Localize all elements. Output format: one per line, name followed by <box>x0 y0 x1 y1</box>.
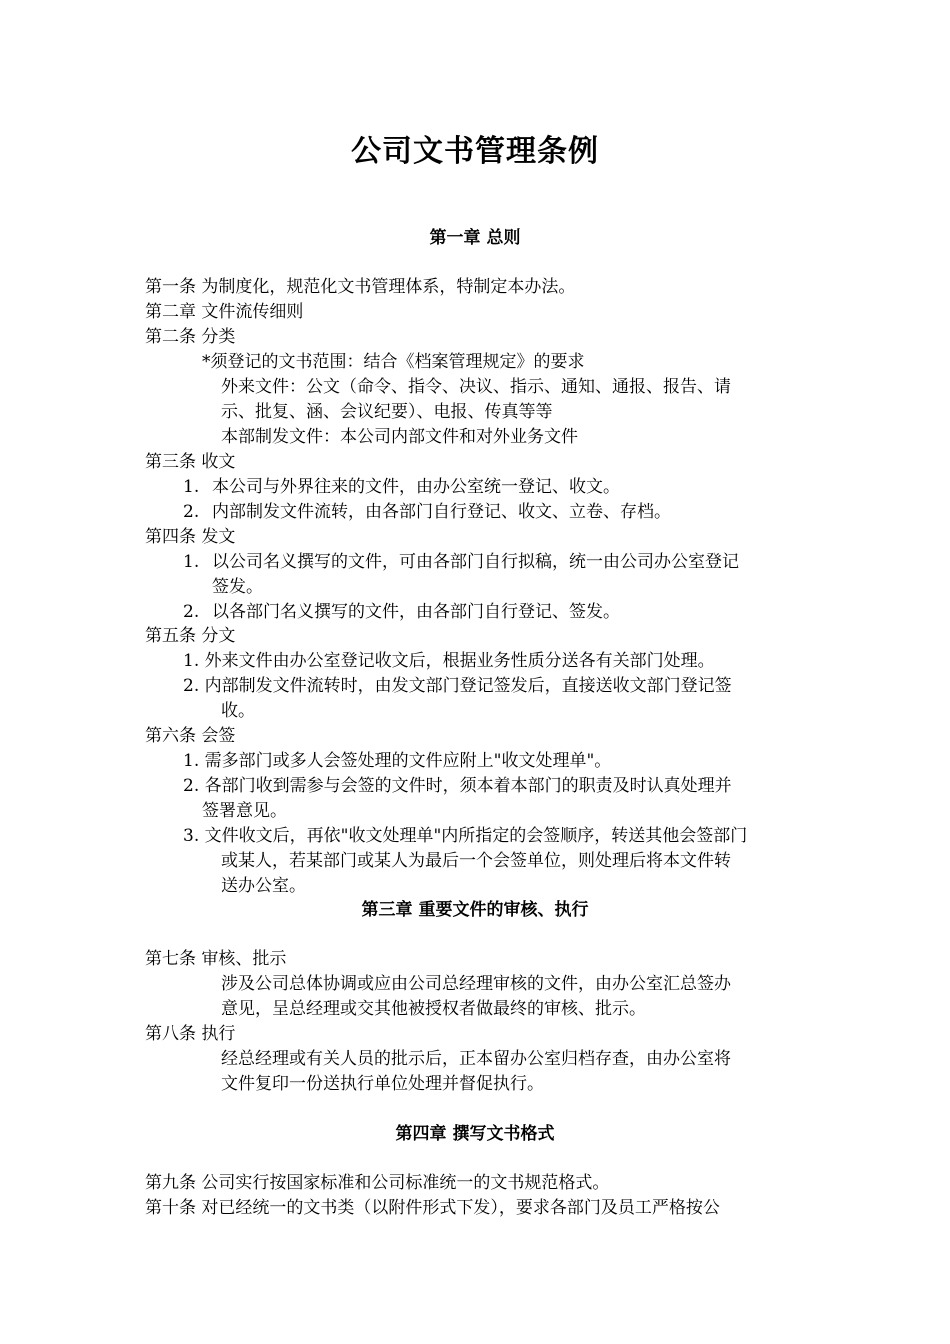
article-2-internal: 本部制发文件：本公司内部文件和对外业务文件 <box>221 427 578 447</box>
article-6-item-1: 1. 需多部门或多人会签处理的文件应附上"收文处理单"。 <box>183 751 612 771</box>
article-6-item-2-line1: 2. 各部门收到需参与会签的文件时，须本着本部门的职责及时认真处理并 <box>183 776 732 796</box>
article-5-item-2-line1: 2. 内部制发文件流转时，由发文部门登记签发后，直接送收文部门登记签 <box>183 676 732 696</box>
chapter-4-heading: 第四章 撰写文书格式 <box>395 1124 555 1144</box>
article-6-item-3-line3: 送办公室。 <box>221 876 306 896</box>
article-7-line1: 涉及公司总体协调或应由公司总经理审核的文件，由办公室汇总签办 <box>221 974 731 994</box>
article-7-heading: 第七条 审核、批示 <box>145 949 287 969</box>
article-8-heading: 第八条 执行 <box>145 1024 236 1044</box>
chapter-3-heading: 第三章 重要文件的审核、执行 <box>361 900 589 920</box>
article-4-item-1-line2: 签发。 <box>212 577 263 597</box>
article-8-line1: 经总经理或有关人员的批示后，正本留办公室归档存查，由办公室将 <box>221 1049 731 1069</box>
article-3-item-2-number: 2. <box>183 502 200 522</box>
article-10: 第十条 对已经统一的文书类（以附件形式下发），要求各部门及员工严格按公 <box>145 1198 720 1218</box>
article-2-external-line2: 示、批复、涵、会议纪要）、电报、传真等等 <box>221 402 553 422</box>
article-8-line2: 文件复印一份送执行单位处理并督促执行。 <box>221 1074 544 1094</box>
article-7-line2: 意见，呈总经理或交其他被授权者做最终的审核、批示。 <box>221 999 646 1019</box>
article-4-item-1-number: 1. <box>183 552 200 572</box>
article-2-heading: 第二条 分类 <box>145 327 236 347</box>
article-2-external-line1: 外来文件：公文（命令、指令、决议、指示、通知、通报、报告、请 <box>221 377 731 397</box>
article-4-item-1-line1: 以公司名义撰写的文件，可由各部门自行拟稿，统一由公司办公室登记 <box>212 552 739 572</box>
article-5-item-2-line2: 收。 <box>221 701 255 721</box>
article-6-item-3-line1: 3. 文件收文后，再依"收文处理单"内所指定的会签顺序，转送其他会签部门 <box>183 826 748 846</box>
article-3-item-2: 内部制发文件流转，由各部门自行登记、收文、立卷、存档。 <box>212 502 671 522</box>
article-6-item-2-line2: 签署意见。 <box>202 801 287 821</box>
article-1: 第一条 为制度化，规范化文书管理体系，特制定本办法。 <box>145 277 576 297</box>
article-3-item-1: 本公司与外界往来的文件，由办公室统一登记、收文。 <box>212 477 620 497</box>
article-3-heading: 第三条 收文 <box>145 452 236 472</box>
article-2-note: *须登记的文书范围：结合《档案管理规定》的要求 <box>202 352 585 372</box>
article-5-heading: 第五条 分文 <box>145 626 236 646</box>
article-4-item-2-number: 2. <box>183 602 200 622</box>
article-9: 第九条 公司实行按国家标准和公司标准统一的文书规范格式。 <box>145 1173 610 1193</box>
article-5-item-1: 1. 外来文件由办公室登记收文后，根据业务性质分送各有关部门处理。 <box>183 651 715 671</box>
article-6-heading: 第六条 会签 <box>145 726 236 746</box>
article-4-item-2: 以各部门名义撰写的文件，由各部门自行登记、签发。 <box>212 602 620 622</box>
chapter-1-heading: 第一章 总则 <box>429 228 521 248</box>
article-6-item-3-line2: 或某人，若某部门或某人为最后一个会签单位，则处理后将本文件转 <box>221 851 731 871</box>
chapter-2-heading: 第二章 文件流传细则 <box>145 302 304 322</box>
document-title: 公司文书管理条例 <box>351 134 599 169</box>
article-3-item-1-number: 1. <box>183 477 200 497</box>
article-4-heading: 第四条 发文 <box>145 527 236 547</box>
